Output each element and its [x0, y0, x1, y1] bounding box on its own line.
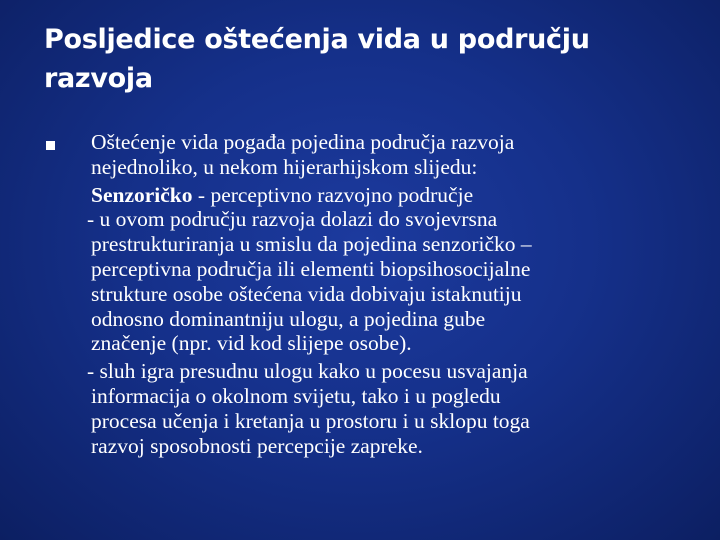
body-line: značenje (npr. vid kod slijepe osobe).	[91, 331, 412, 356]
senzoricko-term: Senzoričko	[91, 182, 193, 207]
body-line-rest: - perceptivno razvojno područje	[192, 182, 474, 207]
body-line: strukture osobe oštećena vida dobivaju istaknutiju	[91, 281, 522, 306]
body-line: Oštećenje vida pogađa pojedina područja razvoja	[91, 130, 515, 154]
body-line: procesa učenja i kretanja u prostoru i u sklopu toga	[91, 408, 530, 433]
body-line: odnosno dominantniju ulogu, a pojedina gube	[91, 306, 486, 331]
body-line: informacija o okolnom svijetu, tako i u pogledu	[91, 383, 501, 408]
slide-body	[87, 130, 691, 458]
square-bullet-icon	[46, 141, 55, 150]
body-line-senzoricko	[91, 183, 691, 208]
body-line: - sluh igra presudnu ulogu kako u pocesu usvajanja	[87, 359, 528, 384]
body-line: prestrukturiranja u smislu da pojedina senzoričko –	[91, 232, 532, 257]
body-line: nejednoliko, u nekom hijerarhijskom slijedu:	[91, 154, 478, 179]
body-line: razvoj sposobnosti percepcije zapreke.	[91, 433, 423, 458]
body-line: - u ovom području razvoja dolazi do svojevrsna	[87, 207, 498, 232]
body-line: perceptivna područja ili elementi biopsihosocijalne	[91, 256, 531, 281]
slide-title: Posljedice oštećenja vida u području razvoja	[44, 24, 590, 94]
